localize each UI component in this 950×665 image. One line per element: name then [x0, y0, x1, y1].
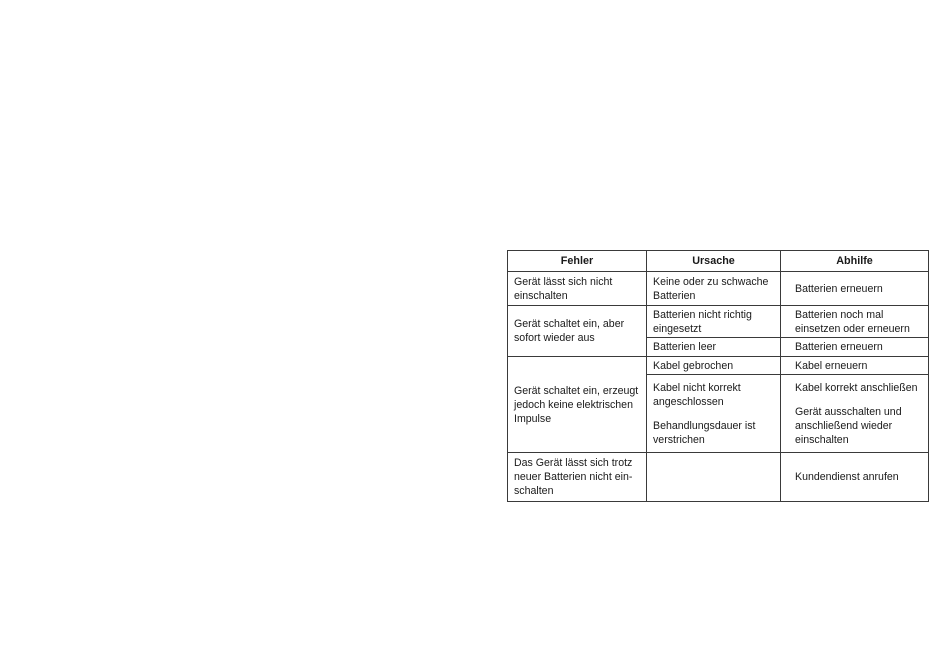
cell-fehler: Das Gerät lässt sich trotz neuer Batterien nicht ein-schalten — [508, 453, 647, 502]
cell-abhilfe: Kabel korrekt anschließen — [795, 381, 918, 394]
cell-fehler: Gerät schaltet ein, aber sofort wieder aus — [508, 306, 647, 357]
cell-fehler: Gerät schaltet ein, erzeugt jedoch keine elektrischen Impulse — [508, 357, 647, 453]
cell-ursache: Batterien leer — [647, 338, 781, 357]
cell-spacer — [795, 395, 922, 405]
cell-abhilfe: Kabel erneuern — [781, 357, 929, 375]
cell-ursache — [647, 453, 781, 502]
cell-spacer — [653, 409, 774, 419]
cell-abhilfe: Kundendienst anrufen — [781, 453, 929, 502]
cell-ursache: Kabel nicht korrekt angeschlossen — [653, 381, 741, 408]
header-abhilfe: Abhilfe — [781, 251, 929, 272]
cell-ursache-stack — [647, 375, 781, 453]
header-ursache: Ursache — [647, 251, 781, 272]
table-row — [508, 306, 929, 338]
cell-abhilfe-stack — [781, 375, 929, 453]
table-row — [508, 453, 929, 502]
cell-ursache: Batterien nicht richtig eingesetzt — [647, 306, 781, 338]
table-row — [508, 357, 929, 375]
cell-abhilfe: Batterien erneuern — [781, 272, 929, 306]
cell-ursache: Behandlungsdauer ist verstrichen — [653, 419, 756, 446]
cell-abhilfe: Batterien erneuern — [781, 338, 929, 357]
table-header-row — [508, 251, 929, 272]
cell-abhilfe: Batterien noch mal einsetzen oder erneuern — [781, 306, 929, 338]
cell-abhilfe: Gerät ausschalten und anschließend wieder einschalten — [795, 405, 902, 446]
header-fehler: Fehler — [508, 251, 647, 272]
table-row — [508, 272, 929, 306]
cell-ursache: Kabel gebrochen — [647, 357, 781, 375]
troubleshooting-table — [507, 250, 929, 502]
cell-ursache: Keine oder zu schwache Batterien — [647, 272, 781, 306]
cell-fehler: Gerät lässt sich nicht einschalten — [508, 272, 647, 306]
